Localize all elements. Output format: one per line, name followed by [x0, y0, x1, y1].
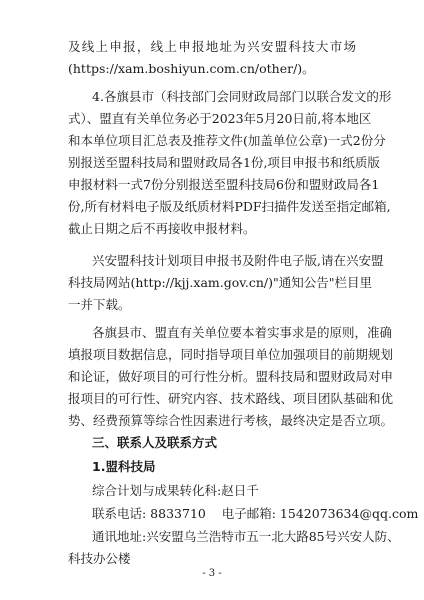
paragraph-line: 兴安盟科技计划项目申报书及附件电子版,请在兴安盟 — [92, 253, 384, 268]
page-number: - 3 - — [202, 568, 222, 579]
paragraph-line: 截止日期之后不再接收申报材料。 — [68, 221, 256, 236]
paragraph-line: 科技局网站(http://kjj.xam.gov.cn/)"通知公告"栏目里 — [68, 275, 372, 290]
paragraph-line: 式）、盟直有关单位务必于2023年5月20日前,将本地区 — [68, 111, 372, 126]
url-line: (https://xam.boshiyun.com.cn/other/)。 — [68, 61, 315, 76]
paragraph-line: 4.各旗县市（科技部门会同财政局部门以联合发文的形 — [92, 89, 392, 104]
address-line: 科技办公楼 — [68, 551, 131, 566]
address-line: 通讯地址:兴安盟乌兰浩特市五一北大路85号兴安人防、 — [92, 529, 400, 544]
paragraph-line: 势、经费预算等综合性因素进行考核，最终决定是否立项。 — [68, 413, 394, 428]
subsection-heading: 1.盟科技局 — [92, 459, 156, 474]
paragraph-line: 份,所有材料电子版及纸质材料PDF扫描件发送至指定邮箱, — [68, 199, 391, 214]
phone-email: 联系电话: 8833710 电子邮箱: 1542073634@qq.com — [92, 506, 419, 521]
paragraph-line: 各旗县市、盟直有关单位要本着实事求是的原则，准确 — [92, 325, 393, 340]
paragraph-line: 和论证，做好项目的可行性分析。盟科技局和盟财政局对申 — [68, 369, 394, 384]
paragraph-line: 一并下载。 — [68, 297, 131, 312]
department-contact: 综合计划与成果转化科:赵日千 — [92, 483, 259, 498]
paragraph-line: 和本单位项目汇总表及推荐文件(加盖单位公章)一式2份分 — [68, 133, 386, 148]
paragraph-line: 报项目的可行性、研究内容、技术路线、项目团队基础和优 — [68, 391, 394, 406]
paragraph-line: 填报项目数据信息，同时指导项目单位加强项目的前期规划 — [68, 347, 394, 362]
section-heading: 三、联系人及联系方式 — [92, 435, 218, 450]
paragraph-line: 申报材料一式7份分别报送至盟科技局6份和盟财政局各1 — [68, 177, 380, 192]
paragraph-line: 别报送至盟科技局和盟财政局各1份,项目申报书和纸质版 — [68, 155, 380, 170]
paragraph-line: 及线上申报，线上申报地址为兴安盟科技大市场 — [68, 39, 356, 54]
